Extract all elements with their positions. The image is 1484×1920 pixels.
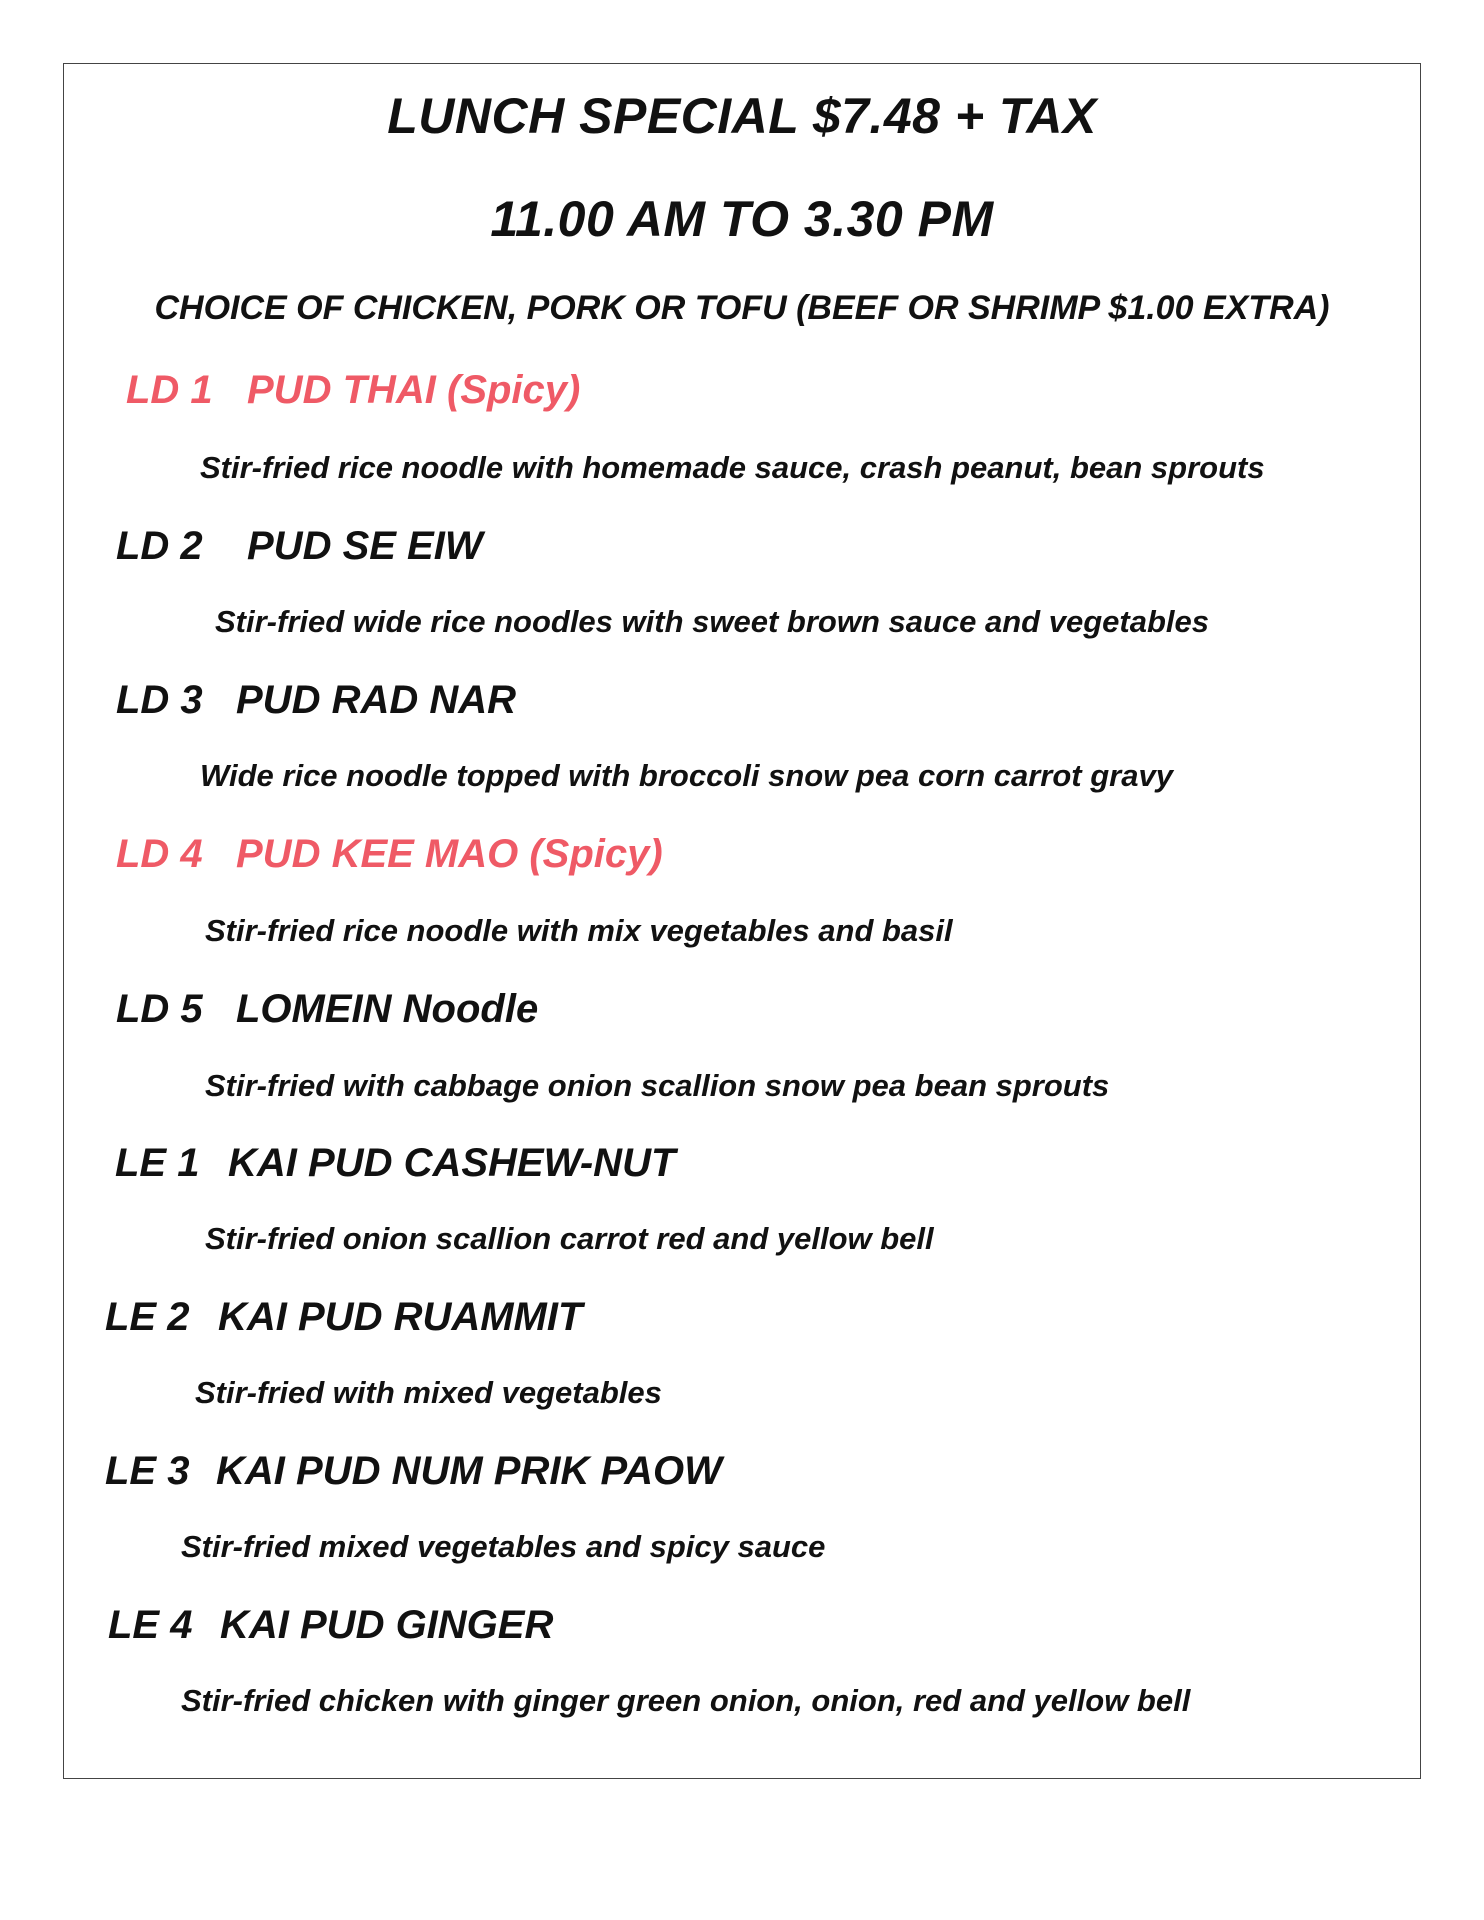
item-code: LD 5 <box>116 987 203 1031</box>
item-description: Stir-fried rice noodle with homemade sauce, crash peanut, bean sprouts <box>200 450 1265 485</box>
item-name: KAI PUD CASHEW-NUT <box>228 1141 676 1185</box>
item-name: KAI PUD GINGER <box>220 1603 554 1647</box>
item-description: Stir-fried chicken with ginger green onion, onion, red and yellow bell <box>181 1683 1191 1718</box>
item-description: Stir-fried rice noodle with mix vegetables and basil <box>205 913 953 948</box>
item-name: PUD KEE MAO (Spicy) <box>236 832 663 876</box>
item-code: LE 1 <box>115 1141 200 1185</box>
item-code: LE 3 <box>105 1449 190 1493</box>
item-name: PUD THAI (Spicy) <box>247 368 581 412</box>
item-description: Stir-fried with mixed vegetables <box>195 1375 662 1410</box>
item-name: KAI PUD NUM PRIK PAOW <box>216 1449 722 1493</box>
item-description: Stir-fried mixed vegetables and spicy sauce <box>181 1529 826 1564</box>
item-code: LE 4 <box>108 1603 193 1647</box>
protein-choice-note: CHOICE OF CHICKEN, PORK OR TOFU (BEEF OR SHRIMP $1.00 EXTRA) <box>154 289 1330 327</box>
menu-hours: 11.00 AM TO 3.30 PM <box>490 191 994 247</box>
item-code: LD 1 <box>126 368 213 412</box>
item-code: LD 3 <box>116 678 203 722</box>
item-code: LD 4 <box>116 832 203 876</box>
item-code: LE 2 <box>105 1295 190 1339</box>
item-description: Stir-fried wide rice noodles with sweet brown sauce and vegetables <box>215 604 1209 639</box>
item-name: LOMEIN Noodle <box>236 987 539 1031</box>
menu-title: LUNCH SPECIAL $7.48 + TAX <box>387 88 1097 144</box>
item-code: LD 2 <box>116 524 203 568</box>
item-name: PUD RAD NAR <box>236 678 516 722</box>
item-name: KAI PUD RUAMMIT <box>218 1295 583 1339</box>
item-description: Stir-fried with cabbage onion scallion snow pea bean sprouts <box>205 1068 1110 1103</box>
item-name: PUD SE EIW <box>247 524 483 568</box>
item-description: Wide rice noodle topped with broccoli snow pea corn carrot gravy <box>200 758 1173 793</box>
item-description: Stir-fried onion scallion carrot red and yellow bell <box>205 1221 934 1256</box>
